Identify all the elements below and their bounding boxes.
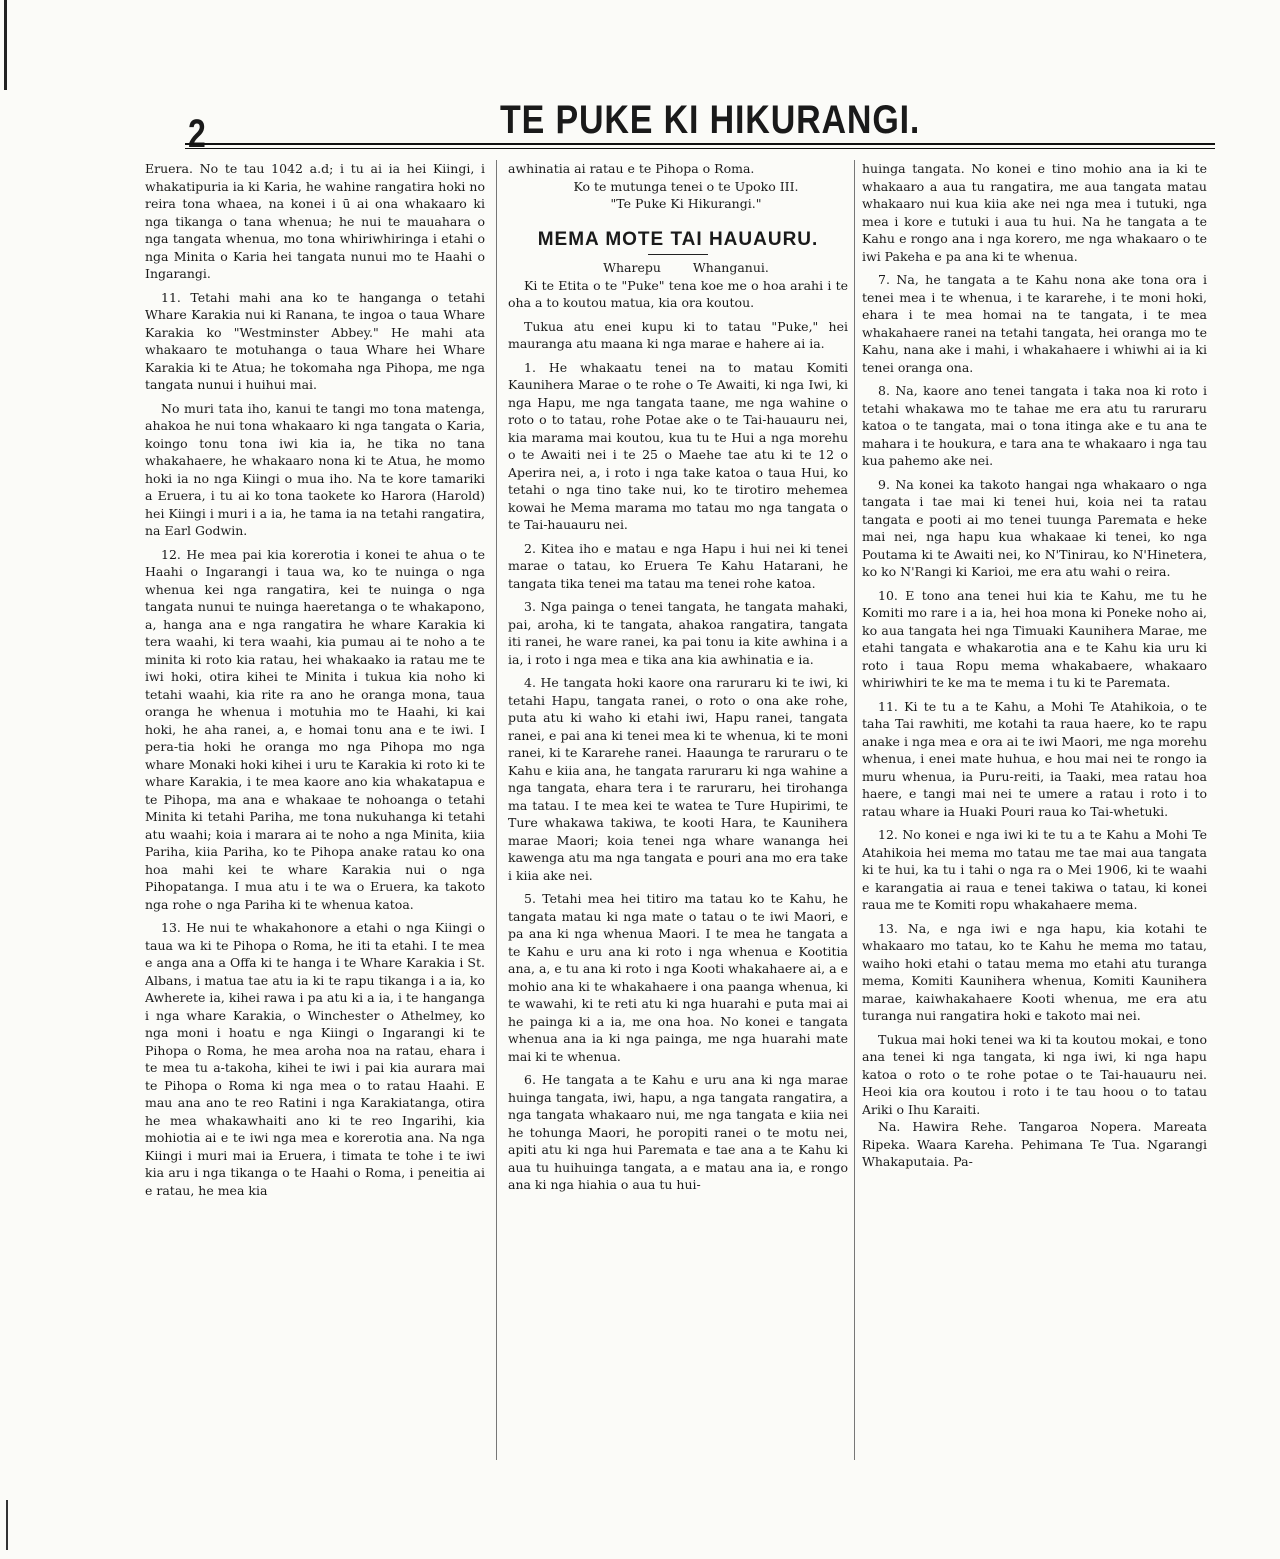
section-heading: MEMA MOTE TAI HAUAURU.	[537, 228, 819, 250]
paragraph: 6. He tangata a te Kahu e uru ana ki nga marae huinga tangata, iwi, hapu, a nga tangata rangatira, a nga tangata whakaaro nui, me nga tangata e kiia nei he tohunga Maori, he poropiti ranei o te motu nei, apiti atu ki nga hui Paremata e tae ana a te Kahu ki aua tu huihuinga tangata, a e matau ana ia, e rongo ana ki nga hiahia o aua tu hui-	[508, 1072, 848, 1192]
paragraph: 7. Na, he tangata a te Kahu nona ake tona ora i tenei mea i te whenua, i te kararehe, i te moni hoki, ehara i te mea homai na te tangata, i te mea whakahaere ranei na tetahi tangata, hei oranga mo te Kahu, nana ake i mahi, i whakahaere i whiwhi ai ia ki tenei oranga ona.	[862, 272, 1207, 375]
page-number: 2	[188, 112, 206, 156]
column-3	[862, 160, 1207, 1540]
scan-edge-mark	[4, 0, 7, 90]
paragraph: 1. He whakaatu tenei na to matau Komiti Kaunihera Marae o te rohe o Te Awaiti, ki nga Iwi, ki nga Hapu, me nga tangata taane, me nga wahine o roto o to tatau, rohe Potae ake o te Tai-hauauru nei, kia marama mai koutou, kua tu te Hui a nga morehu o te Awaiti nei i te 25 o Maehe tae atu ki te 12 o Aperira nei, a, i roto i nga take katoa o taua Hui, ko tetahi o nga tino take nui, ko te tirotiro mehemea kowai he Mema marama mo tatau mo nga tangata o te Tai-hauauru nei.	[508, 359, 848, 532]
paragraph: 3. Nga painga o tenei tangata, he tangata mahaki, pai, aroha, ki te tangata, ahakoa rangatira, tangata iti ranei, he ware ranei, ka pai tonu ia kite awhina i a ia, i roto i nga mea e tika ana kia awhinatia e ia.	[508, 599, 848, 667]
scan-edge-mark-bottom	[6, 1500, 8, 1550]
paragraph: Eruera. No te tau 1042 a.d; i tu ai ia hei Kiingi, i whakatipuria ia ki Karia, he wahine rangatira hoki no reira tona whaea, na konei i ū ai ona whakaaro ki nga tikanga o tana whenua; he nui te mauahara o nga tangata whenua, mo tona whiriwhiringa i etahi o nga Minita o Karia hei tangata nunui mo te Haahi o Ingarangi.	[145, 161, 485, 281]
signatories: Na. Hawira Rehe. Tangaroa Nopera. Mareata Ripeka. Waara Kareha. Pehimana Te Tua. Ngarangi Whakaputaia. Pa-	[862, 1119, 1207, 1169]
column-divider	[854, 160, 855, 1460]
dateline	[508, 259, 848, 277]
column-2	[508, 160, 848, 1540]
heading-rule	[648, 254, 708, 255]
paragraph: 13. He nui te whakahonore a etahi o nga Kiingi o taua wa ki te Pihopa o Roma, he iti ta etahi. I te mea e anga ana a Offa ki te hanga i te Whare Karakia i St. Albans, i matua tae atu ia ki te rapu tikanga i a ia, ko Awherete ia, kihei rawa i pa atu ki a ia, i te hanganga i nga whare Karakia, o Winchester o Athelmey, ko nga moni i hoatu e nga Kiingi o Ingarangi ki te Pihopa o Roma, he mea aroha noa na ratau, ehara i te mea tu a-takoha, kihei te iwi i pai kia aurara mai te Pihopa o Roma ki nga mea o to ratau Haahi. E mau ana ano te reo Ratini i nga Karakiatanga, otira he mea whakawhaiti ano ki te reo Ingarihi, kia mohiotia ai e te iwi nga mea e korerotia ana. Na nga Kiingi i muri mai ia Eruera, i timata te tohe i te iwi kia aru i nga tikanga o te Haahi o Roma, i peneitia ai e ratau, he mea kia	[145, 920, 485, 1198]
paragraph: 2. Kitea iho e matau e nga Hapu i hui nei ki tenei marae o tatau, ko Eruera Te Kahu Hatarani, he tangata tika tenei ma tatau ma tenei rohe katoa.	[508, 540, 848, 591]
masthead-rule	[185, 143, 1215, 149]
paragraph: Tukua mai hoki tenei wa ki ta koutou mokai, e tono ana tenei ki nga tangata, ki nga iwi, ki nga hapu katoa o roto o te rohe potae o te Tai-hauauru nei. Heoi kia ora koutou i roto i te tau hoou o to tatau Ariki o Ihu Karaiti.	[862, 1031, 1207, 1117]
column-divider	[496, 160, 497, 1460]
paragraph: 8. Na, kaore ano tenei tangata i taka noa ki roto i tetahi whakawa mo te tahae me era atu tu raruraru katoa o te tangata, mai o tona itinga ake e tu ana te mahara i te houkura, e tara ana te whakaaro i nga tau kua pahemo ake nei.	[862, 383, 1207, 468]
paragraph: 11. Tetahi mahi ana ko te hanganga o tetahi Whare Karakia nui ki Ranana, te ingoa o taua Whare Karakia ko "Westminster Abbey." He mahi ata whakaaro te motuhanga o taua Whare hei Whare Karakia ki te Atua; he tokomaha nga Pihopa, me nga tangata nunui i huihui mai.	[145, 289, 485, 392]
paragraph: Ki te Etita o te "Puke" tena koe me o hoa arahi i te oha a to koutou matua, kia ora koutou.	[508, 277, 848, 310]
paragraph: No muri tata iho, kanui te tangi mo tona matenga, ahakoa he nui tona whakaaro ki nga tangata o Karia, koingo tonu tona iwi kia ia, he tika no tana whakahaere, he whakaaro nona ki te Atua, he momo hoki ia no nga Kiingi o mua iho. Na te kore tamariki a Eruera, i tu ai ko tona taokete ko Harora (Harold) hei Kiingi i muri i a ia, he tama ia na tetahi rangatira, na Earl Godwin.	[145, 400, 485, 538]
column-1	[145, 160, 485, 1540]
paragraph: 4. He tangata hoki kaore ona raruraru ki te iwi, ki tetahi Hapu, tangata ranei, o roto o ona ake rohe, puta atu ki waho ki etahi iwi, Hapu ranei, tangata ranei, e pai ana ki tenei mea ki te whenua, ki te moni ranei, ki te Kararehe ranei. Haaunga te raruraru o te Kahu e kiia ana, he tangata raruraru ki nga wahine a nga tangata, ehara tera i te raruraru, hei tirohanga ma tatau. I te mea kei te watea te Ture Hupirimi, te Ture whakawa takiwa, te kooti Hara, te Kaunihera marae Maori; koia tenei nga whare wananga hei kawenga atu ma nga tangata e pouri ana mo era take i kiia ake nei.	[508, 675, 848, 883]
paragraph: Tukua atu enei kupu ki to tatau "Puke," hei mauranga atu maana ki nga marae e hahere ai ia.	[508, 318, 848, 351]
paragraph: 5. Tetahi mea hei titiro ma tatau ko te Kahu, he tangata matau ki nga mate o tatau o te iwi Maori, e pa ana ki nga whenua Maori. I te mea he tangata a te Kahu e uru ana ki roto i nga whenua e Kootitia ana, a, e tu ana ki roto i nga Kooti whakahaere ai, a e mohio ana ki te whakahaere i ona paanga whenua, ki te wawahi, ki te reti atu ki nga huarahi e puta mai ai he painga ki a ia, me ona hoa. No konei e tangata whenua ana ia ki nga painga, me nga huarahi mate mai ki te whenua.	[508, 891, 848, 1064]
paragraph: 12. No konei e nga iwi ki te tu a te Kahu a Mohi Te Atahikoia hei mema mo tatau me tae mai aua tangata ki te hui, ka tu i tahi o nga ra o Mei 1906, ki te waahi e karangatia ai raua e tenei takiwa o tatau, ki konei raua me te Komiti ropu whakahaere mema.	[862, 827, 1207, 912]
paragraph: 13. Na, e nga iwi e nga hapu, kia kotahi te whakaaro mo tatau, ko te Kahu he mema mo tatau, waiho hoki etahi o tatau mema mo etahi atu turanga mema, Komiti Kaunihera whenua, Komiti Kaunihera marae, kaiwhakahaere Kooti whenua, me era atu turanga nui rangatira hoki e takoto mai nei.	[862, 920, 1207, 1023]
paragraph: 10. E tono ana tenei hui kia te Kahu, me tu he Komiti mo rare i a ia, hei hoa mona ki Poneke noho ai, ko aua tangata hei nga Timuaki Kaunihera Marae, me etahi tangata e whakarotia ana e te Kahu kia uru ki roto i taua Ropu mema whakabaere, whakaaro whiriwhiri te ke ma te mema i tu ki te Paremata.	[862, 587, 1207, 690]
paragraph: awhinatia ai ratau e te Pihopa o Roma.	[508, 161, 755, 176]
masthead-title: TE PUKE KI HIKURANGI.	[500, 98, 921, 142]
paragraph: 11. Ki te tu a te Kahu, a Mohi Te Atahikoia, o te taha Tai rawhiti, me kotahi ta raua haere, ko te rapu anake i nga mea e ora ai te iwi Maori, me nga morehu whenua, i enei mate huhua, e hou mai nei te rongo ia muru whenua, ia Puru-reiti, ia Taaki, mea ratau hoa haere, e tangi mai nei te umere a ratau i roto i to ratau whare ia Huaki Pouri raua ko Tai-whetuki.	[862, 698, 1207, 819]
paragraph: 12. He mea pai kia korerotia i konei te ahua o te Haahi o Ingarangi i taua wa, ko te nuinga o nga whenua kei nga rangatira, kei te nuinga o nga tangata nunui te nuinga haeretanga o te whakapono, a, hanga ana e nga rangatira he whare Karakia ki tera waahi, ki tera waahi, kia pumau ai te noho a te minita ki roto kia ratau, hei whakaako ia ratau me te iwi hoki, otira kihei te Minita i tukua kia noho ki tetahi waahi, kia rite ra ano he oranga mona, taua oranga he whenua i motuhia mo te Haahi, ki kai hoki, he aha ranei, a, e homai tonu ana e te iwi. I pera-tia hoki he oranga mo nga Pihopa mo nga whare Monaki hoki kihei i uru te Karakia ki roto ki te whare Karakia, i te mea kaore ano kia whakatapua e te Pihopa, ma ana e whakaae te nohoanga o tetahi Minita ki tetahi Pariha, me tona nukuhanga ki tetahi atu waahi; koia i marara ai te noho a nga Minita, kiia Pariha, kiia Pariha, ko te Pihopa anake ratau ko ona hoa mahi kei te whare Karakia nui o nga Pihopatanga. I mua atu i te wa o Eruera, ka takoto nga rohe o nga Pariha ki te whenua katoa.	[145, 546, 485, 912]
chapter-end-line: Ko te mutunga tenei o te Upoko III.	[573, 178, 799, 194]
paragraph: huinga tangata. No konei e tino mohio ana ia ki te whakaaro a aua tu rangatira, me aua tangata matau whakaaro nui kua kiia ake nei nga mea i tutuki, nga mea i kore e tutuki i aua tu hui. Na he tangata a te Kahu e rongo ana i nga korero, me nga whakaaro o te iwi Pakeha e pa ana ki te whenua.	[862, 161, 1207, 264]
signature-line: "Te Puke Ki Hikurangi."	[610, 196, 762, 211]
paragraph: 9. Na konei ka takoto hangai nga whakaaro o nga tangata i tae mai ki tenei hui, koia nei ta ratau tangata e pooti ai mo tenei tuunga Paremata e heke mai nei, nga hapu kua whakaae ki tenei, ko nga Poutama ki te Awaiti nei, ko N'Tinirau, ko N'Hinetera, ko ko N'Rangi ki Karioi, me era atu wahi o reira.	[862, 476, 1207, 579]
dateline-place: Wharepu	[603, 260, 661, 275]
dateline-region: Whanganui.	[692, 260, 769, 275]
